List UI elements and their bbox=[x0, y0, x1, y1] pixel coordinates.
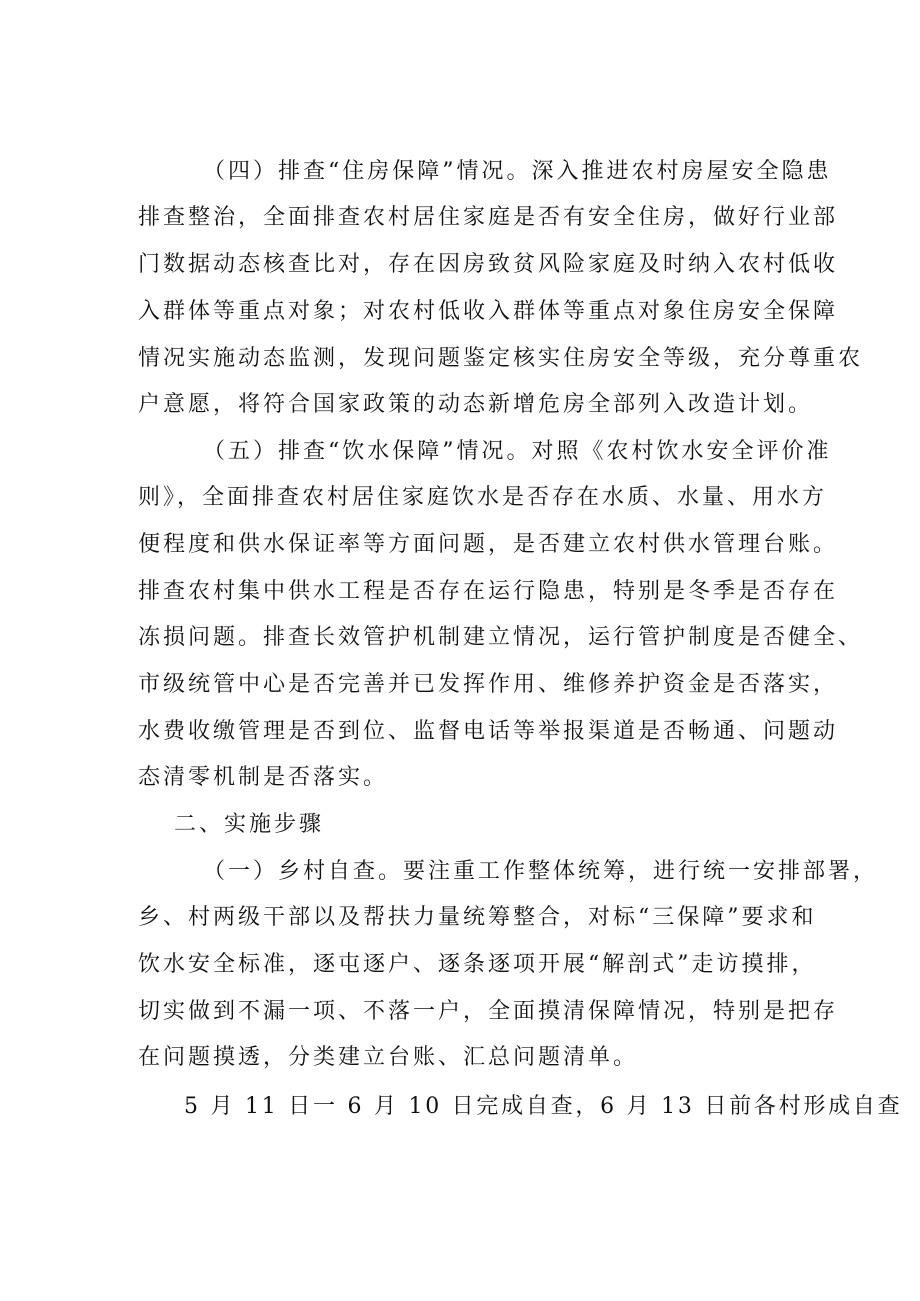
paragraph-line: （五）排查“饮水保障”情况。对照《农村饮水安全评价准 bbox=[203, 439, 832, 464]
paragraph-line: 市级统管中心是否完善并已发挥作用、维修养护资金是否落实， bbox=[138, 672, 839, 697]
paragraph-line: （四）排查“住房保障”情况。深入推进农村房屋安全隐患 bbox=[203, 159, 832, 184]
paragraph-line: 在问题摸透，分类建立台账、汇总问题清单。 bbox=[138, 1045, 639, 1070]
paragraph-line: 户意愿，将符合国家政策的动态新增危房全部列入改造计划。 bbox=[138, 392, 814, 417]
section-heading: 二、实施步骤 bbox=[174, 812, 325, 837]
paragraph-line: 饮水安全标准，逐屯逐户、逐条逐项开展“解剖式”走访摸排， bbox=[138, 952, 817, 977]
paragraph-line: 水费收缴管理是否到位、监督电话等举报渠道是否畅通、问题动 bbox=[138, 719, 839, 744]
paragraph-line: 态清零机制是否落实。 bbox=[138, 765, 389, 790]
paragraph-line: （一）乡村自查。要注重工作整体统筹，进行统一安排部署， bbox=[203, 859, 879, 884]
paragraph-line: 5 月 11 日一 6 月 10 日完成自查，6 月 13 日前各村形成自查 bbox=[184, 1094, 903, 1119]
paragraph-line: 则》，全面排查农村居住家庭饮水是否存在水质、水量、用水方 bbox=[138, 485, 828, 510]
paragraph-line: 冻损问题。排查长效管护机制建立情况，运行管护制度是否健全、 bbox=[138, 625, 864, 650]
paragraph-line: 乡、村两级干部以及帮扶力量统筹整合，对标“三保障”要求和 bbox=[138, 905, 817, 930]
paragraph-line: 门数据动态核查比对，存在因房致贫风险家庭及时纳入农村低收 bbox=[138, 252, 839, 277]
paragraph-line: 切实做到不漏一项、不落一户，全面摸清保障情况，特别是把存 bbox=[138, 999, 839, 1024]
paragraph-line: 便程度和供水保证率等方面问题，是否建立农村供水管理台账。 bbox=[138, 532, 839, 557]
paragraph-line: 入群体等重点对象；对农村低收入群体等重点对象住房安全保障 bbox=[138, 299, 839, 324]
paragraph-line: 排查整治，全面排查农村居住家庭是否有安全住房，做好行业部 bbox=[138, 205, 839, 230]
paragraph-line: 情况实施动态监测，发现问题鉴定核实住房安全等级，充分尊重农 bbox=[138, 346, 864, 371]
paragraph-line: 排查农村集中供水工程是否存在运行隐患，特别是冬季是否存在 bbox=[138, 579, 839, 604]
